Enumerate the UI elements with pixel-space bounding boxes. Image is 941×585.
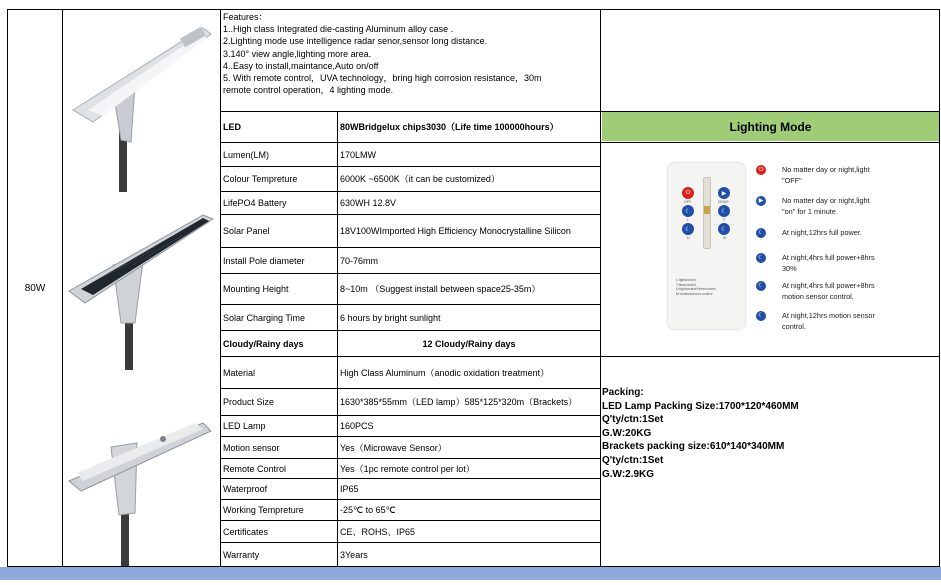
mode-text-line: control. <box>782 322 806 331</box>
mode-row-demo <box>756 195 936 217</box>
street-lamp-image-middle <box>63 205 220 370</box>
mode-text-line: At night,12hrs full power. <box>782 228 862 237</box>
spec-value: Yes（Microwave Sensor） <box>340 442 447 453</box>
mode-row-u <box>756 280 936 302</box>
remote-label: T <box>723 218 726 222</box>
street-lamp-image-bottom <box>63 403 220 566</box>
spec-value: 170LMW <box>340 149 377 160</box>
feature-line: 3.140° view angle,lighting more area. <box>223 48 372 59</box>
feature-line: remote control operation，4 lighting mode. <box>223 85 394 96</box>
feature-line: 2.Lighting mode use intelligence radar senor,sensor long distance. <box>223 36 488 47</box>
spec-label: Cloudy/Rainy days <box>223 338 304 349</box>
spec-value: 18V100WImported High Efficiency Monocrystalline Silicon <box>340 226 571 236</box>
mode-row-off <box>756 164 936 186</box>
bottom-band <box>0 567 941 580</box>
mode-text-line: motion sensor control. <box>782 292 854 301</box>
mode-text-line: At night,4hrs full power+8hrs <box>782 281 875 290</box>
remote-off-button-icon: ⏻ <box>682 187 694 199</box>
spec-label: LED Lamp <box>223 421 266 431</box>
spec-label: Solar Charging Time <box>223 312 306 323</box>
packing-line: G.W:20KG <box>602 427 652 439</box>
remote-m-button-icon: ☾ <box>718 223 730 235</box>
remote-label: M <box>723 236 726 240</box>
mode-text-line: "on" for 1 minute. <box>782 207 838 216</box>
remote-t-button-icon: ☾ <box>718 205 730 217</box>
remote-slider-icon <box>703 177 711 249</box>
spec-value: IP65 <box>340 484 359 494</box>
packing-info <box>602 386 932 481</box>
moon-u-icon: ☾ <box>756 281 766 291</box>
spec-value: 1630*385*55mm（LED lamp）585*125*320m（Brackets） <box>340 397 578 407</box>
remote-label: DEMO <box>718 200 729 204</box>
model-label: 80W <box>24 283 46 294</box>
spec-label: LED <box>223 122 241 132</box>
remote-text-line: M:motionsensor control <box>676 291 713 296</box>
spec-label: Mounting Height <box>223 284 289 294</box>
mode-text <box>782 280 875 302</box>
mode-text <box>782 252 875 274</box>
mode-text-line: No matter day or night,light <box>782 196 870 205</box>
mode-text-line: No matter day or night,light <box>782 165 870 174</box>
remote-label: U <box>687 236 690 240</box>
mode-text <box>782 164 870 186</box>
spec-value: 70-76mm <box>340 255 379 266</box>
remote-label: L <box>687 218 689 222</box>
spec-value: High Class Aluminum（anodic oxidation treatment） <box>340 367 550 378</box>
spec-label: LifePO4 Battery <box>223 198 287 208</box>
demo-icon: ▶ <box>756 196 766 206</box>
mode-row-t <box>756 252 936 274</box>
spec-label: Lumen(LM) <box>223 149 270 160</box>
spec-label: Warranty <box>223 549 260 560</box>
feature-line: 4..Easy to install,maintance,Auto on/off <box>223 60 379 71</box>
packing-line: Q'ty/ctn:1Set <box>602 414 664 426</box>
spec-value: 8~10m （Suggest install between space25-35m） <box>340 284 541 294</box>
spec-value: Yes（1pc remote control per lot） <box>340 463 475 474</box>
remote-text-line: U:lightcontrol+timecontrol <box>676 287 716 291</box>
spec-label: Remote Control <box>223 463 287 474</box>
spec-label: Certificates <box>223 526 269 537</box>
remote-label: OFF <box>684 200 691 204</box>
remote-demo-button-icon: ▶ <box>718 187 730 199</box>
mode-text-line: "OFF" <box>782 176 802 185</box>
spec-label: Colour Tempreture <box>223 174 298 184</box>
moon-t-icon: ☾ <box>756 253 766 263</box>
mode-text <box>782 310 875 332</box>
spec-value: 160PCS <box>340 421 374 431</box>
power-icon: ⏻ <box>756 165 766 175</box>
features-heading: Features： <box>223 12 268 22</box>
spec-value: 80WBridgelux chips3030（Life time 100000hours） <box>340 122 559 132</box>
remote-l-button-icon: ☾ <box>682 205 694 217</box>
moon-m-icon: ☾ <box>756 311 766 321</box>
spec-value: 630WH 12.8V <box>340 198 397 208</box>
mode-text <box>782 195 870 217</box>
feature-line: 5. With remote control，UVA technology，bring high corrosion resistance，30m <box>223 73 542 84</box>
spec-value: 12 Cloudy/Rainy days <box>422 338 516 349</box>
mode-text <box>782 227 862 238</box>
mode-row-l <box>756 227 936 238</box>
remote-control-image <box>668 163 745 329</box>
packing-line: Q'ty/ctn:1Set <box>602 454 664 466</box>
spec-value: 6 hours by bright sunlight <box>340 312 441 323</box>
remote-text-line: T:timecontrol <box>676 282 696 287</box>
packing-line: LED Lamp Packing Size:1700*120*460MM <box>602 400 799 412</box>
spec-label: Product Size <box>223 397 275 407</box>
spec-value: -25℃ to 65℃ <box>340 505 396 515</box>
feature-line: 1..High class Integrated die-casting Aluminum alloy case . <box>223 24 454 35</box>
spec-label: Material <box>223 367 256 378</box>
mode-text-line: At night,12hrs motion sensor <box>782 311 875 320</box>
spec-value: 3Years <box>340 549 368 560</box>
spec-value: CE、ROHS、IP65 <box>340 526 416 537</box>
spec-label: Solar Panel <box>223 226 270 236</box>
moon-l-icon: ☾ <box>756 228 766 238</box>
spec-label: Motion sensor <box>223 442 280 453</box>
remote-text-line: L:lightcontrol <box>676 278 696 282</box>
packing-line: Packing: <box>602 387 644 398</box>
mode-text-line: At night,4hrs full power+8hrs <box>782 253 875 262</box>
packing-line: G.W:2.9KG <box>602 468 655 480</box>
spec-value: 6000K ~6500K（it can be customized） <box>340 174 500 184</box>
remote-u-button-icon: ☾ <box>682 223 694 235</box>
packing-line: Brackets packing size:610*140*340MM <box>602 441 785 453</box>
mode-text-line: 30% <box>782 264 797 273</box>
spec-label: Working Tempreture <box>223 505 304 515</box>
lighting-mode-header: Lighting Mode <box>602 112 939 141</box>
remote-text <box>676 278 716 296</box>
features-block <box>223 11 599 96</box>
street-lamp-image-top <box>63 12 220 192</box>
spec-label: Install Pole diameter <box>223 255 305 266</box>
spec-label: Waterproof <box>223 484 268 494</box>
mode-row-m <box>756 310 936 332</box>
